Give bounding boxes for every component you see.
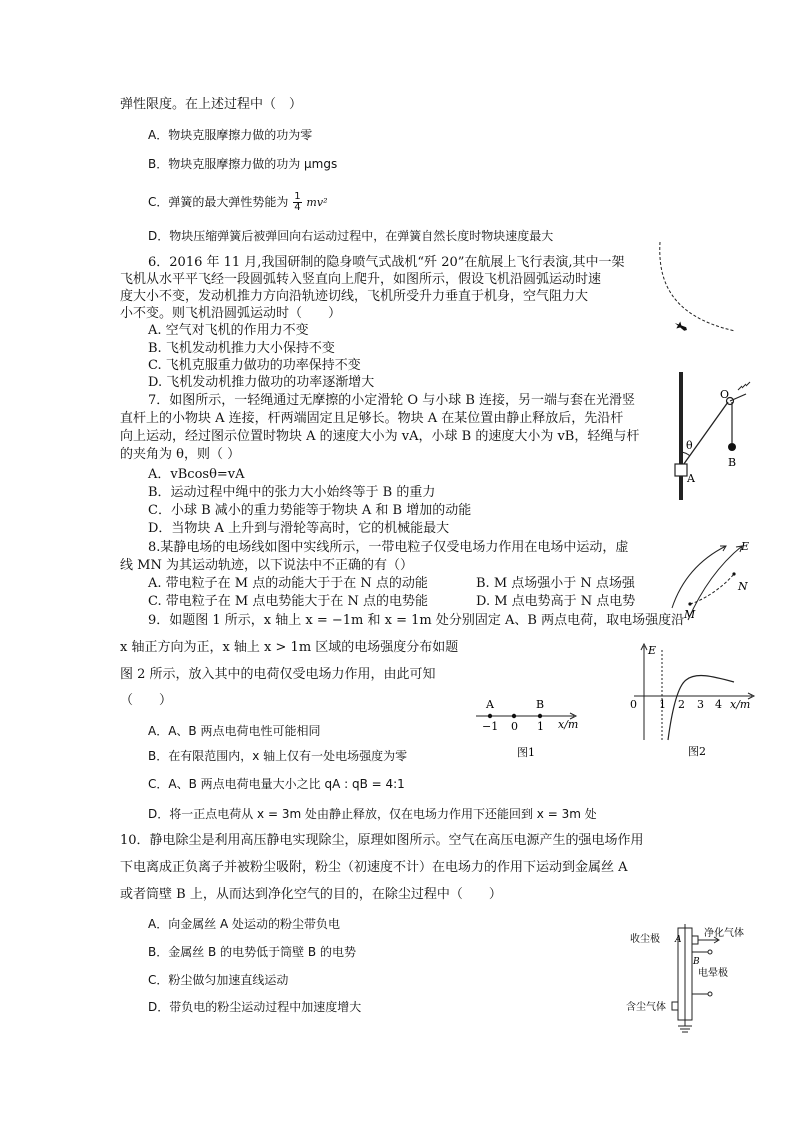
q8-option-d: D. M 点电势高于 N 点电势: [476, 594, 636, 609]
rope: [681, 402, 728, 468]
outlet: [692, 936, 698, 944]
tick-label: 0: [511, 720, 518, 733]
axis-label: x/m: [558, 718, 579, 731]
q10-line-3: 或者筒壁 B 上，从而达到净化空气的目的，在除尘过程中（ ）: [120, 887, 502, 902]
label-theta: θ: [686, 439, 693, 452]
ground-icon: [678, 1026, 692, 1032]
label-dusty-gas: 含尘气体: [626, 1002, 666, 1013]
tick-label: −1: [482, 720, 499, 733]
q8-line-2: 线 MN 为其运动轨迹，以下说法中不正确的有（）: [120, 558, 413, 573]
point-n: [732, 572, 735, 575]
q5-option-c-formula: mv²: [306, 196, 328, 209]
q6-line-1: 6．2016 年 11 月,我国研制的隐身喷气式战机“歼 20”在航展上飞行表演,其中一架: [148, 255, 625, 270]
label-corona: 电晕极: [698, 968, 728, 979]
q7-line-4: 的夹角为 θ，则（ ）: [120, 447, 241, 462]
q9-line-3: 图 2 所示，放入其中的电荷仅受电场力作用，由此可知: [120, 667, 436, 682]
caption: 图2: [688, 745, 706, 758]
label-a: A: [675, 935, 682, 945]
label-m: M: [684, 608, 696, 621]
vertical-rod: [679, 372, 683, 500]
q5-option-c-text: C．弹簧的最大弹性势能为: [148, 195, 289, 209]
tick-label: 1: [537, 720, 544, 733]
q8-line-1: 8.某静电场的电场线如图中实线所示，一带电粒子仅受电场力作用在电场中运动，虚: [148, 540, 629, 555]
q8-field-lines-figure: [668, 538, 758, 624]
tick-label: 0: [630, 698, 637, 711]
q6-line-3: 度大小不变，发动机推力方向沿轨迹切线，飞机所受升力垂直于机身，空气阻力大: [120, 289, 589, 304]
fixed-support-hatch: [738, 382, 750, 390]
fraction: [293, 192, 301, 213]
fraction-numerator: 1: [294, 191, 301, 202]
q5-intro: 弹性限度。在上述过程中（ ）: [120, 97, 303, 112]
tick-label: 3: [697, 698, 704, 711]
tick-label: 1: [659, 698, 666, 711]
q9-option-a: A．A、B 两点电荷电性可能相同: [148, 724, 321, 738]
q7-pulley-figure: [668, 368, 754, 504]
q9-line-4: （ ）: [120, 693, 173, 708]
label-clean-gas: 净化气体: [704, 928, 744, 939]
ball-b-icon: [728, 443, 736, 451]
charge-b: [538, 714, 542, 718]
label-b: B: [536, 698, 545, 711]
flight-path: [660, 242, 735, 331]
q5-option-a: A．物块克服摩擦力做的功为零: [148, 128, 313, 142]
inlet: [672, 1002, 678, 1010]
origin-point: [512, 714, 516, 718]
q10-option-d: D．带负电的粉尘运动过程中加速度增大: [148, 1000, 362, 1014]
pulley-mount: [730, 394, 746, 401]
q9-option-d: D．将一正点电荷从 x = 3m 处由静止释放，仅在电场力作用下还能回到 x = 3m 处: [148, 807, 597, 821]
label-a: A: [486, 698, 494, 711]
q9-option-c: C．A、B 两点电荷电量大小之比 qA : qB = 4:1: [148, 777, 405, 791]
label-n: N: [738, 580, 748, 593]
point-m: [688, 602, 691, 605]
label-o: O: [720, 388, 730, 401]
q9-option-b: B．在有限范围内，x 轴上仅有一处电场强度为零: [148, 749, 408, 763]
q5-option-d: D．物块压缩弹簧后被弹回向右运动过程中，在弹簧自然长度时物块速度最大: [148, 229, 554, 243]
label-collector: 收尘极: [630, 934, 660, 945]
q10-option-a: A．向金属丝 A 处运动的粉尘带负电: [148, 917, 341, 931]
q6-option-d: D. 飞机发动机推力做功的功率逐渐增大: [148, 375, 375, 390]
tick-label: 4: [715, 698, 722, 711]
q10-precipitator-figure: [618, 922, 758, 1034]
q10-line-2: 下电离成正负离子并被粉尘吸附，粉尘（初速度不计）在电场力的作用下运动到金属丝 A: [120, 860, 628, 875]
field-line-2: [688, 546, 742, 620]
q10-option-c: C．粉尘做匀加速直线运动: [148, 973, 289, 987]
q5-option-c: [148, 192, 327, 213]
label-e: E: [648, 644, 657, 657]
q9-figure-2: [612, 640, 758, 764]
q7-line-2: 直杆上的小物块 A 连接，杆两端固定且足够长。物块 A 在某位置由静止释放后，先沿杆: [120, 411, 624, 426]
q8-option-a: A. 带电粒子在 M 点的动能大于于在 N 点的动能: [148, 576, 428, 591]
label-b: B: [693, 957, 700, 967]
q7-option-a: A．vBcosθ=vA: [148, 467, 245, 482]
tick-label: 2: [678, 698, 685, 711]
q9-line-1: 9．如题图 1 所示，x 轴上 x = −1m 和 x = 1m 处分别固定 A、B 两点电荷，取电场强度沿: [148, 613, 685, 628]
q7-line-1: 7．如图所示，一轻绳通过无摩擦的小定滑轮 O 与小球 B 连接，另一端与套在光滑竖: [148, 393, 636, 408]
label-e: E: [741, 540, 750, 553]
aircraft-icon: [673, 320, 689, 334]
q7-option-d: D．当物块 A 上升到与滑轮等高时，它的机械能最大: [148, 521, 450, 536]
caption: 图1: [517, 746, 535, 759]
q7-line-3: 向上运动，经过图示位置时物块 A 的速度大小为 vA，小球 B 的速度大小为 vB，轻绳与杆: [120, 429, 640, 444]
q8-option-c: C. 带电粒子在 M 点电势能大于在 N 点的电势能: [148, 594, 428, 609]
q5-option-b: B．物块克服摩擦力做的功为 μmgs: [148, 157, 338, 171]
label-b: B: [728, 456, 737, 469]
block-a-icon: [675, 464, 687, 476]
q9-figure-1: [470, 696, 586, 764]
q10-line-1: 10．静电除尘是利用高压静电实现除尘，原理如图所示。空气在高压电源产生的强电场作用: [120, 833, 644, 848]
q6-option-b: B. 飞机发动机推力大小保持不变: [148, 341, 335, 356]
charge-a: [488, 714, 492, 718]
q7-option-c: C．小球 B 减小的重力势能等于物块 A 和 B 增加的动能: [148, 503, 472, 518]
label-a: A: [687, 472, 695, 485]
axis-label: x/m: [730, 698, 751, 711]
q8-option-b: B. M 点场强小于 N 点场强: [476, 576, 635, 591]
q6-option-a: A. 空气对飞机的作用力不变: [148, 323, 309, 338]
q9-line-2: x 轴正方向为正，x 轴上 x > 1m 区域的电场强度分布如题: [120, 640, 459, 655]
q6-aircraft-arc-figure: [640, 238, 752, 340]
fraction-denominator: 4: [294, 202, 301, 213]
terminal-2: [708, 992, 712, 996]
terminal-1: [708, 950, 712, 954]
q6-line-2: 飞机从水平平飞经一段圆弧转入竖直向上爬升，如图所示，假设飞机沿圆弧运动时速: [120, 272, 602, 287]
q10-option-b: B．金属丝 B 的电势低于筒壁 B 的电势: [148, 945, 356, 959]
q6-line-4: 小不变。则飞机沿圆弧运动时（ ）: [120, 306, 342, 321]
q6-option-c: C. 飞机克服重力做功的功率保持不变: [148, 358, 361, 373]
q7-option-b: B．运动过程中绳中的张力大小始终等于 B 的重力: [148, 485, 436, 500]
